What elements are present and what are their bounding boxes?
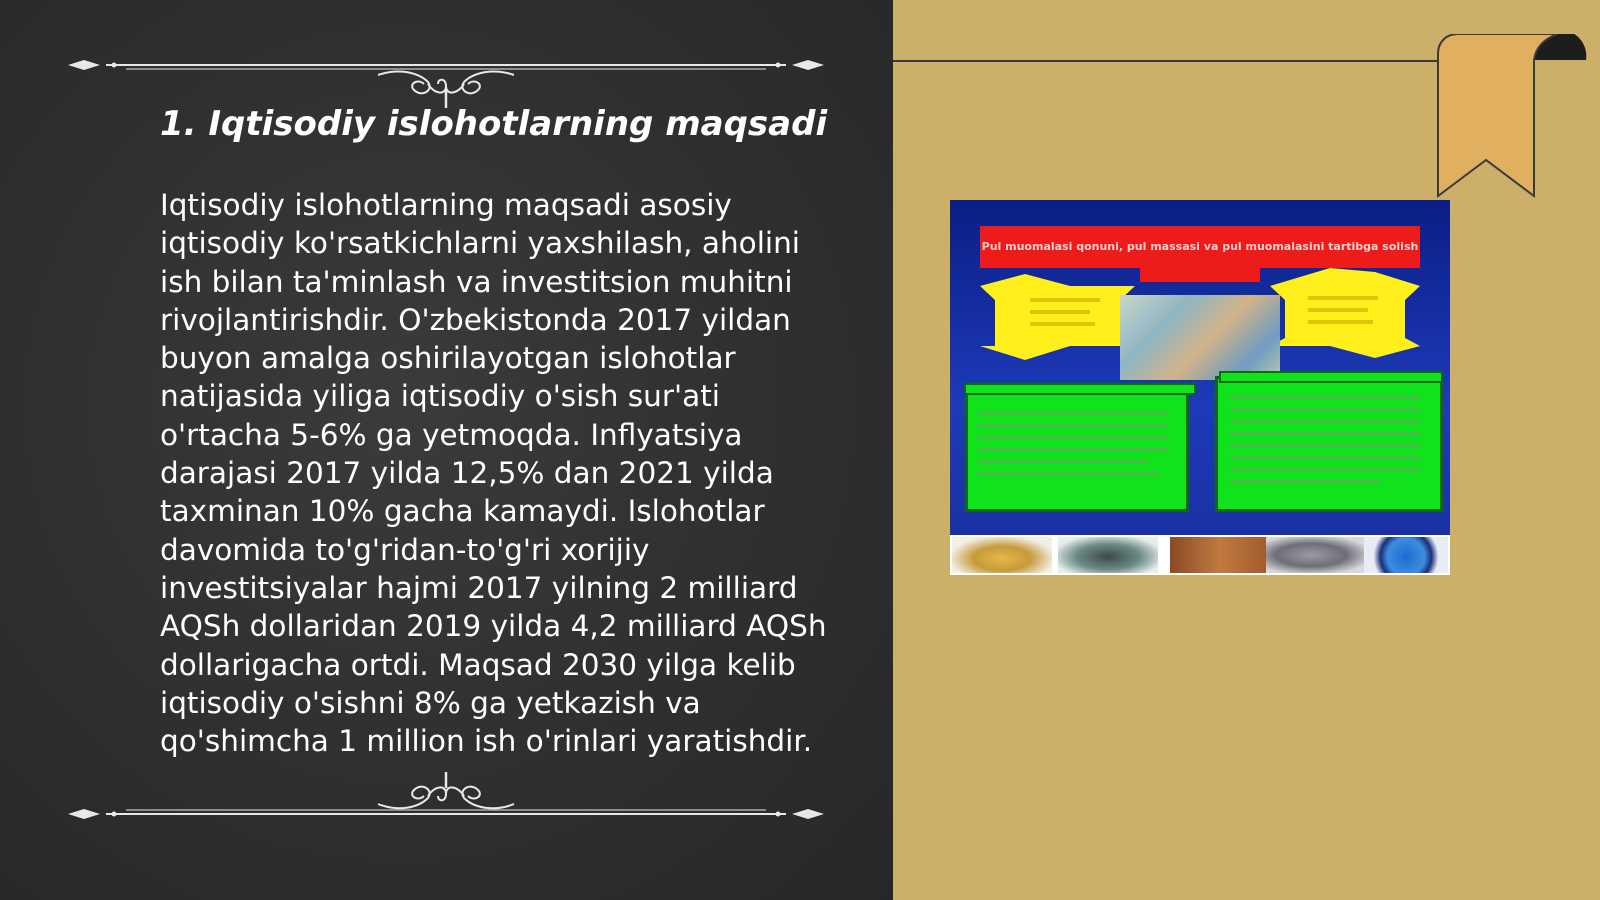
slide-body-text: Iqtisodiy islohotlarning maqsadi asosiy iqtisodiy ko'rsatkichlarni yaxshilash, aholini ish bilan ta'minlash va investitsion muhitni rivojlantirishdir. O'zbekistonda 2017 yildan buyon amalga oshirilayotgan islohotlar natijasida yiliga iqtisodiy o'sish sur'ati o'rtacha 5-6% ga yetmoqda. Inflyatsiya darajasi 2017 yilda 12,5% dan 2021 yilda taxminan 10% gacha kamaydi. Islohotlar davomida to'g'ridan-to'g'ri xorijiy investitsiyalar hajmi 2017 yilning 2 milliard AQSh dollaridan 2019 yilda 4,2 milliard AQSh dollarigacha ortdi. Maqsad 2030 yilga kelib iqtisodiy o'sishni 8% ga yetkazish va qo'shimcha 1 million ish o'rinlari yaratishdir. <box>160 188 827 759</box>
slide-title: 1. Iqtisodiy islohotlarning maqsadi <box>160 104 828 144</box>
diagram-photo-strip <box>950 535 1450 575</box>
strip-photo-gears <box>1266 537 1366 573</box>
strip-photo-coins <box>952 537 1052 573</box>
diagram-picture <box>950 200 1450 575</box>
bookmark-ribbon-icon <box>1434 34 1594 200</box>
strip-photo-machine <box>1058 537 1158 573</box>
diagram-headline: Pul muomalasi qonuni, pul massasi va pul muomalasini tartibga solish <box>980 226 1420 268</box>
strip-photo-hands <box>1170 537 1270 573</box>
divider-line <box>893 60 1438 62</box>
top-ornament-icon <box>66 50 826 110</box>
bottom-ornament-icon <box>66 770 826 830</box>
strip-photo-globe <box>1364 537 1448 573</box>
diagram-box-lines-icon <box>950 200 1450 535</box>
